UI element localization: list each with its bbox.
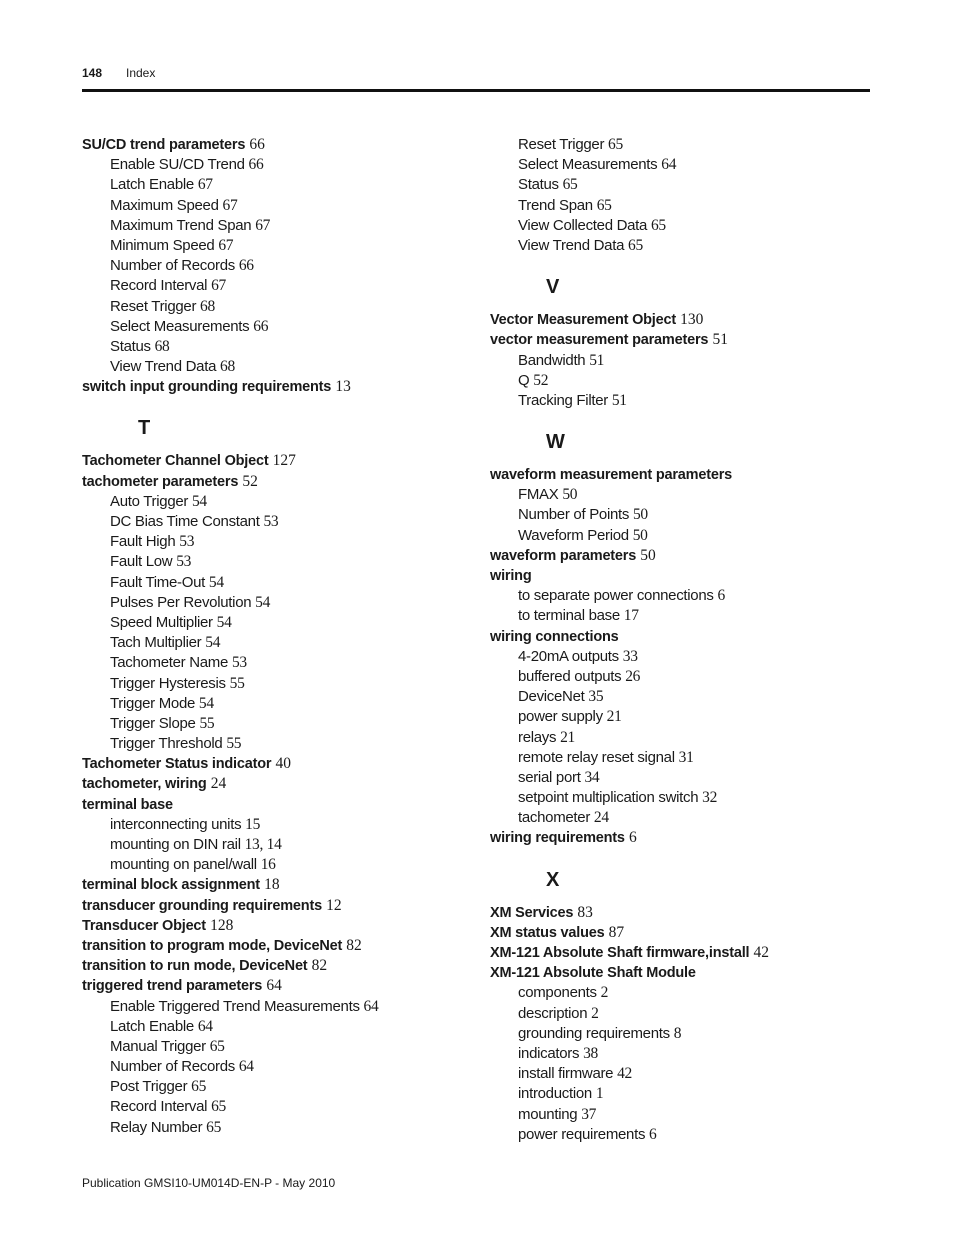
entry-term: indicators <box>518 1044 580 1062</box>
entry-page-link[interactable]: 82 <box>346 936 362 954</box>
entry-term: Latch Enable <box>110 1017 194 1035</box>
entry-term: introduction <box>518 1085 592 1103</box>
index-subentry <box>490 1125 870 1145</box>
index-subentry <box>82 216 482 236</box>
entry-term: waveform measurement parameters <box>490 467 733 484</box>
entry-term: Trigger Hysteresis <box>110 674 226 692</box>
entry-page-link[interactable]: 8 <box>673 1024 682 1042</box>
entry-page-link[interactable]: 64 <box>197 1017 213 1035</box>
entry-term: Select Measurements <box>110 317 250 335</box>
entry-page-link[interactable]: 32 <box>702 789 718 807</box>
entry-term: Fault High <box>110 533 176 551</box>
index-subentry <box>82 1037 482 1057</box>
index-subentry <box>82 276 482 296</box>
index-subentry <box>82 593 482 613</box>
entry-page-link[interactable]: 67 <box>218 236 234 254</box>
entry-page-link[interactable]: 64 <box>661 156 677 174</box>
entry-term: components <box>518 984 597 1002</box>
index-subentry <box>490 1064 870 1084</box>
entry-term: 4-20mA outputs <box>518 647 619 665</box>
entry-page-link[interactable]: 37 <box>581 1105 597 1123</box>
entry-page-link[interactable]: 52 <box>533 371 549 389</box>
entry-term: mounting on DIN rail <box>110 836 241 853</box>
entry-page-link[interactable]: 53 <box>179 533 195 551</box>
entry-page-link[interactable]: 55 <box>226 735 242 753</box>
index-subentry <box>490 808 870 828</box>
index-subentry <box>82 694 482 714</box>
entry-term: View Trend Data <box>518 236 625 254</box>
entry-page-link[interactable]: 50 <box>632 506 648 524</box>
index-subentry <box>82 256 482 276</box>
entry-page-link[interactable]: 35 <box>588 688 604 706</box>
index-entry <box>490 903 870 923</box>
index-subentry <box>82 492 482 512</box>
entry-term: Speed Multiplier <box>110 613 213 631</box>
entry-page-link[interactable]: 33 <box>622 647 638 665</box>
index-entry <box>490 465 870 485</box>
index-subentry <box>490 687 870 707</box>
entry-page-link[interactable]: 38 <box>583 1044 598 1062</box>
index-subentry <box>490 1044 870 1064</box>
entry-page-link[interactable]: 130 <box>680 311 704 329</box>
index-entry <box>490 627 870 647</box>
entry-term: wiring requirements <box>490 830 625 847</box>
entry-term: Bandwidth <box>518 351 586 369</box>
index-subentry <box>490 526 870 546</box>
index-subentry <box>82 1097 482 1117</box>
index-subentry <box>82 317 482 337</box>
entry-page-link[interactable]: 52 <box>242 472 258 490</box>
index-subentry <box>490 236 870 256</box>
index-entry <box>82 875 482 895</box>
entry-page-link[interactable]: 17 <box>623 607 639 625</box>
entry-page-link[interactable]: 51 <box>611 391 627 409</box>
entry-term: wiring connections <box>490 628 619 645</box>
index-subentry <box>490 1105 870 1125</box>
index-subentry <box>490 788 870 808</box>
entry-page-link[interactable]: 54 <box>208 573 224 591</box>
entry-page-link[interactable]: 65 <box>211 1098 226 1116</box>
entry-page-link[interactable]: 50 <box>562 486 578 504</box>
index-subentry <box>490 216 870 236</box>
entry-term: Latch Enable <box>110 176 194 194</box>
index-subentry <box>490 505 870 525</box>
entry-term: Trigger Threshold <box>110 735 223 753</box>
entry-term: Trigger Slope <box>110 714 196 732</box>
entry-page-link[interactable]: 66 <box>253 317 269 335</box>
index-subentry <box>82 1118 482 1138</box>
index-subentry <box>82 1077 482 1097</box>
entry-term: power requirements <box>518 1125 646 1143</box>
index-letter-heading: W <box>546 431 565 454</box>
entry-term: FMAX <box>518 486 559 504</box>
index-subentry <box>82 552 482 572</box>
index-entry <box>490 546 870 566</box>
entry-term: Q <box>518 371 530 389</box>
entry-page-link[interactable]: 87 <box>608 923 625 941</box>
entry-page-link[interactable]: 64 <box>363 997 379 1015</box>
entry-page-link[interactable]: 54 <box>198 694 214 712</box>
index-entry <box>82 956 482 976</box>
entry-term: View Collected Data <box>518 216 648 234</box>
entry-term: XM-121 Absolute Shaft firmware,install <box>490 945 750 961</box>
index-subentry <box>490 1004 870 1024</box>
index-subentry <box>82 1057 482 1077</box>
index-subentry <box>490 606 870 626</box>
entry-page-link[interactable]: 66 <box>249 136 265 153</box>
entry-page-link[interactable]: 6 <box>717 587 725 605</box>
entry-page-link[interactable]: 53 <box>231 654 247 672</box>
entry-page-link[interactable]: 68 <box>220 358 235 376</box>
entry-page-link[interactable]: 16 <box>260 856 276 874</box>
entry-term: mounting on panel/wall <box>110 856 257 874</box>
entry-page-link[interactable]: 31 <box>678 748 694 766</box>
section-title: Index <box>126 66 156 80</box>
entry-term: View Trend Data <box>110 358 217 376</box>
entry-page-link[interactable]: 15 <box>245 815 261 833</box>
entry-term: description <box>518 1004 588 1022</box>
index-entry <box>82 896 482 916</box>
entry-page-link[interactable]: 53 <box>263 513 279 530</box>
entry-page-link[interactable]: 51 <box>589 351 605 369</box>
entry-page-link[interactable]: 13 <box>335 378 351 396</box>
entry-page-link[interactable]: 34 <box>584 768 600 786</box>
entry-term: Trend Span <box>518 196 593 214</box>
entry-page-link[interactable]: 65 <box>562 176 578 194</box>
index-subentry <box>82 855 482 875</box>
index-subentry <box>490 391 870 411</box>
entry-term: Tachometer Name <box>110 654 229 672</box>
entry-page-link[interactable]: 83 <box>577 903 593 921</box>
index-subentry <box>82 1017 482 1037</box>
entry-page-link[interactable]: 54 <box>205 634 221 652</box>
entry-page-link[interactable]: 51 <box>712 331 728 349</box>
entry-page-link[interactable]: 127 <box>272 452 296 470</box>
entry-term: interconnecting units <box>110 815 242 833</box>
index-subentry <box>82 633 482 653</box>
entry-term: to terminal base <box>518 607 620 625</box>
entry-term: tachometer <box>518 809 591 827</box>
entry-page-link[interactable]: 40 <box>275 755 291 773</box>
index-subentry <box>82 714 482 734</box>
entry-term: Number of Records <box>110 1058 235 1076</box>
entry-page-link[interactable]: 12 <box>326 896 342 914</box>
entry-page-link[interactable]: 24 <box>210 775 227 793</box>
index-entry <box>82 916 482 936</box>
entry-page-link[interactable]: 65 <box>596 196 612 214</box>
entry-term: grounding requirements <box>518 1024 670 1042</box>
index-subentry <box>82 815 482 835</box>
entry-page-link[interactable]: 55 <box>199 714 215 732</box>
entry-page-link[interactable]: 64 <box>266 977 282 995</box>
entry-term: Minimum Speed <box>110 236 215 254</box>
entry-term: remote relay reset signal <box>518 748 675 766</box>
entry-page-link[interactable]: 6 <box>649 1125 657 1143</box>
page-number: 148 <box>82 66 103 80</box>
index-entry <box>490 310 870 330</box>
entry-page-link[interactable]: 54 <box>216 613 232 631</box>
page-header <box>82 66 155 80</box>
index-entry <box>82 936 482 956</box>
index-subentry <box>82 653 482 673</box>
entry-term: tachometer parameters <box>82 473 239 490</box>
index-subentry <box>82 297 482 317</box>
entry-page-link[interactable]: 68 <box>200 297 215 315</box>
index-letter-heading: V <box>546 276 560 299</box>
index-subentry <box>490 351 870 371</box>
index-subentry <box>490 768 870 788</box>
index-subentry <box>490 983 870 1003</box>
index-subentry <box>490 728 870 748</box>
entry-term: transducer grounding requirements <box>82 897 322 914</box>
entry-term: Maximum Trend Span <box>110 216 252 234</box>
entry-page-link[interactable]: 67 <box>211 277 226 295</box>
index-subentry <box>490 196 870 216</box>
entry-term: Post Trigger <box>110 1078 188 1096</box>
index-subentry <box>82 155 482 175</box>
entry-term: Record Interval <box>110 1098 208 1116</box>
entry-page-link[interactable]: 21 <box>606 708 622 726</box>
entry-page-link[interactable]: 6 <box>628 829 637 847</box>
entry-term: Transducer Object <box>82 917 206 934</box>
index-subentry <box>82 734 482 754</box>
index-subentry <box>82 196 482 216</box>
entry-term: transition to program mode, DeviceNet <box>82 937 343 954</box>
entry-term: DeviceNet <box>518 688 585 706</box>
entry-page-link[interactable]: 24 <box>593 809 609 827</box>
header-rule <box>82 89 870 92</box>
entry-page-link[interactable]: 54 <box>191 492 207 510</box>
index-subentry <box>490 748 870 768</box>
entry-page-link[interactable]: 53 <box>176 553 192 571</box>
entry-page-link[interactable]: 65 <box>608 136 623 153</box>
index-entry <box>490 566 870 586</box>
index-subentry <box>82 997 482 1017</box>
entry-page-link[interactable]: 65 <box>209 1037 225 1055</box>
index-subentry <box>490 707 870 727</box>
entry-term: Status <box>110 337 151 355</box>
index-entry <box>490 963 870 983</box>
index-subentry <box>82 337 482 357</box>
entry-term: Number of Records <box>110 257 235 275</box>
entry-term: Status <box>518 176 559 194</box>
index-entry <box>82 774 482 794</box>
index-subentry <box>82 835 482 855</box>
entry-term: serial port <box>518 768 581 786</box>
entry-term: to separate power connections <box>518 587 714 605</box>
publication-footer: Publication GMSI10-UM014D-EN-P - May 2010 <box>82 1176 336 1190</box>
entry-term: Record Interval <box>110 277 208 295</box>
entry-term: waveform parameters <box>490 547 637 564</box>
entry-term: Number of Points <box>518 506 630 524</box>
entry-page-link[interactable]: 2 <box>591 1004 599 1022</box>
entry-page-link[interactable]: 42 <box>753 944 770 961</box>
entry-term: transition to run mode, DeviceNet <box>82 958 308 975</box>
entry-page-link[interactable]: 54 <box>255 593 271 611</box>
entry-term: Auto Trigger <box>110 492 189 510</box>
entry-page-link[interactable]: 67 <box>222 196 238 214</box>
entry-term: Fault Time-Out <box>110 573 205 591</box>
index-entry <box>82 135 482 155</box>
entry-term: relays <box>518 728 557 746</box>
entry-term: Trigger Mode <box>110 694 196 712</box>
entry-term: Reset Trigger <box>110 297 197 315</box>
index-subentry <box>82 175 482 195</box>
index-entry <box>490 330 870 350</box>
entry-term: wiring <box>490 568 532 584</box>
index-entry <box>82 377 482 397</box>
index-subentry <box>82 532 482 552</box>
entry-term: Pulses Per Revolution <box>110 593 252 611</box>
index-subentry <box>490 667 870 687</box>
entry-page-link[interactable]: 1 <box>595 1085 604 1103</box>
entry-term: XM-121 Absolute Shaft Module <box>490 965 696 982</box>
entry-term: buffered outputs <box>518 667 622 685</box>
entry-term: XM status values <box>490 924 605 941</box>
entry-page-link[interactable]: 65 <box>628 236 643 254</box>
entry-term: SU/CD trend parameters <box>82 137 246 153</box>
entry-term: vector measurement parameters <box>490 332 709 349</box>
entry-term: Tachometer Channel Object <box>82 453 269 470</box>
entry-page-link[interactable]: 67 <box>255 216 271 234</box>
index-letter-heading: T <box>138 417 151 440</box>
entry-page-link[interactable]: 82 <box>311 957 328 975</box>
entry-term: Reset Trigger <box>518 136 605 153</box>
entry-term: Select Measurements <box>518 156 658 174</box>
index-entry <box>82 754 482 774</box>
index-subentry <box>82 357 482 377</box>
entry-page-link[interactable]: 26 <box>625 667 641 685</box>
entry-term: Enable Triggered Trend Measurements <box>110 997 360 1015</box>
entry-term: DC Bias Time Constant <box>110 513 260 530</box>
entry-page-link[interactable]: 65 <box>650 216 666 234</box>
entry-page-link[interactable]: 55 <box>229 674 245 692</box>
index-subentry <box>82 613 482 633</box>
entry-term: power supply <box>518 708 603 726</box>
index-subentry <box>490 371 870 391</box>
entry-term: triggered trend parameters <box>82 978 263 995</box>
entry-term: tachometer, wiring <box>82 776 207 793</box>
entry-term: install firmware <box>518 1065 614 1083</box>
index-subentry <box>490 175 870 195</box>
entry-page-link[interactable]: 66 <box>238 257 254 275</box>
index-letter-heading: X <box>546 868 560 891</box>
entry-term: terminal base <box>82 796 173 813</box>
index-subentry <box>82 512 482 532</box>
entry-term: Tach Multiplier <box>110 634 202 652</box>
entry-term: XM Services <box>490 904 574 921</box>
entry-page-link[interactable]: 65 <box>191 1078 207 1096</box>
entry-page-link[interactable]: 64 <box>238 1058 254 1076</box>
index-subentry <box>82 573 482 593</box>
index-subentry <box>82 236 482 256</box>
index-subentry <box>490 1024 870 1044</box>
entry-term: Maximum Speed <box>110 196 219 214</box>
index-subentry <box>490 586 870 606</box>
entry-page-link[interactable]: 128 <box>210 916 234 934</box>
entry-page-link[interactable]: 50 <box>640 546 656 564</box>
index-subentry <box>490 647 870 667</box>
entry-page-link[interactable]: 42 <box>617 1065 633 1083</box>
entry-term: terminal block assignment <box>82 877 260 894</box>
entry-term: Waveform Period <box>518 526 629 544</box>
index-entry <box>490 828 870 848</box>
index-subentry <box>490 1084 870 1104</box>
index-entry <box>82 976 482 996</box>
index-subentry <box>82 674 482 694</box>
index-subentry <box>490 155 870 175</box>
index-entry <box>490 923 870 943</box>
entry-page-link[interactable]: 67 <box>197 176 213 194</box>
index-entry <box>82 472 482 492</box>
index-entry <box>490 943 870 963</box>
entry-term: switch input grounding requirements <box>82 379 332 396</box>
entry-term: Enable SU/CD Trend <box>110 156 245 174</box>
entry-term: Manual Trigger <box>110 1037 206 1055</box>
entry-page-link[interactable]: 21 <box>560 728 575 746</box>
entry-page-link[interactable]: 68 <box>154 337 170 355</box>
entry-term: Fault Low <box>110 553 173 571</box>
index-subentry <box>490 135 870 155</box>
entry-term: Vector Measurement Object <box>490 312 676 329</box>
entry-term: Tracking Filter <box>518 391 608 409</box>
entry-page-link[interactable]: 65 <box>206 1118 222 1136</box>
entry-page-link[interactable]: 13, 14 <box>244 836 282 853</box>
entry-term: setpoint multiplication switch <box>518 789 699 807</box>
index-entry <box>82 451 482 471</box>
entry-page-link[interactable]: 50 <box>632 526 648 544</box>
index-column-right <box>490 135 870 1145</box>
entry-term: Tachometer Status indicator <box>82 756 272 773</box>
entry-page-link[interactable]: 66 <box>248 156 264 174</box>
entry-page-link[interactable]: 18 <box>264 876 280 894</box>
entry-page-link[interactable]: 2 <box>600 984 609 1002</box>
index-entry <box>82 795 482 815</box>
index-column-left <box>82 135 482 1138</box>
index-subentry <box>490 485 870 505</box>
entry-term: Relay Number <box>110 1118 203 1136</box>
entry-term: mounting <box>518 1105 578 1123</box>
